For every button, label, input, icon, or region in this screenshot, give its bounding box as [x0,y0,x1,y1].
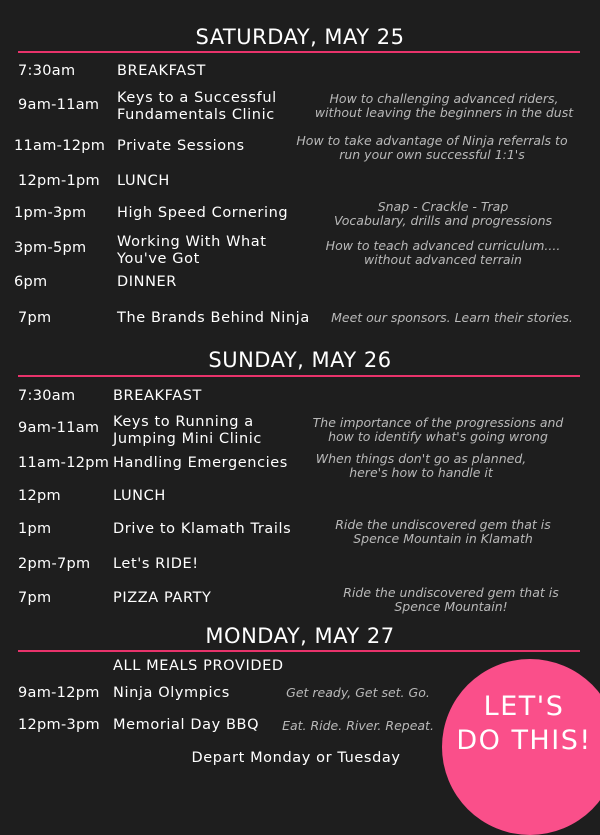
event-title: Keys to a Successful Fundamentals Clinic [117,90,277,123]
time-label: 1pm [18,521,52,537]
event-title: Keys to Running a Jumping Mini Clinic [113,414,262,447]
event-description: Ride the undiscovered gem that is Spence Mountain! [343,585,559,614]
time-label: 11am-12pm [18,455,110,471]
time-label: 7pm [18,310,52,326]
time-label: 12pm-3pm [18,717,100,733]
monday-divider [18,650,580,652]
event-title: LUNCH [113,488,166,504]
time-label: 11am-12pm [14,138,106,154]
event-title: Private Sessions [117,138,245,154]
event-description: Snap - Crackle - Trap Vocabulary, drills and progressions [333,199,553,228]
event-title: Working With What You've Got [117,234,267,267]
time-label: 9am-11am [18,420,100,436]
event-title: Drive to Klamath Trails [113,521,292,537]
time-label: 7:30am [18,63,76,79]
time-label: 7:30am [18,388,76,404]
event-title: PIZZA PARTY [113,590,212,606]
event-description: The importance of the progressions and how to identify what's going wrong [312,415,564,444]
time-label: 7pm [18,590,52,606]
event-title: The Brands Behind Ninja [117,310,310,326]
sunday-divider [18,375,580,377]
time-label: 1pm-3pm [14,205,87,221]
event-title: Let's RIDE! [113,556,199,572]
time-label: 2pm-7pm [18,556,91,572]
event-title: BREAKFAST [117,63,207,79]
time-label: 12pm-1pm [18,173,100,189]
event-title: Handling Emergencies [113,455,288,471]
event-title: BREAKFAST [113,388,203,404]
time-label: 3pm-5pm [14,240,87,256]
time-label: 9am-12pm [18,685,100,701]
monday-title: MONDAY, MAY 27 [205,624,395,648]
event-title: Memorial Day BBQ [113,717,260,733]
saturday-divider [18,51,580,53]
event-title: High Speed Cornering [117,205,289,221]
departure-note: Depart Monday or Tuesday [191,750,401,766]
event-description: When things don't go as planned, here's how to handle it [315,451,527,480]
event-description: Get ready, Get set. Go. [286,685,430,700]
meals-note: ALL MEALS PROVIDED [113,658,284,674]
event-title: Ninja Olympics [113,685,230,701]
event-description: Ride the undiscovered gem that is Spence Mountain in Klamath [335,517,551,546]
event-description: How to challenging advanced riders, without leaving the beginners in the dust [314,91,574,120]
saturday-title: SATURDAY, MAY 25 [195,25,405,49]
event-title: LUNCH [117,173,170,189]
time-label: 9am-11am [18,97,100,113]
event-description: Eat. Ride. River. Repeat. [282,718,434,733]
time-label: 6pm [14,274,48,290]
event-description: Meet our sponsors. Learn their stories. [331,310,573,325]
event-title: DINNER [117,274,177,290]
time-label: 12pm [18,488,61,504]
event-description: How to take advantage of Ninja referrals to run your own successful 1:1's [296,133,568,162]
badge-text: LET'S DO THIS! [456,691,592,756]
sunday-title: SUNDAY, MAY 26 [208,348,392,372]
event-description: How to teach advanced curriculum.... without advanced terrain [325,238,561,267]
